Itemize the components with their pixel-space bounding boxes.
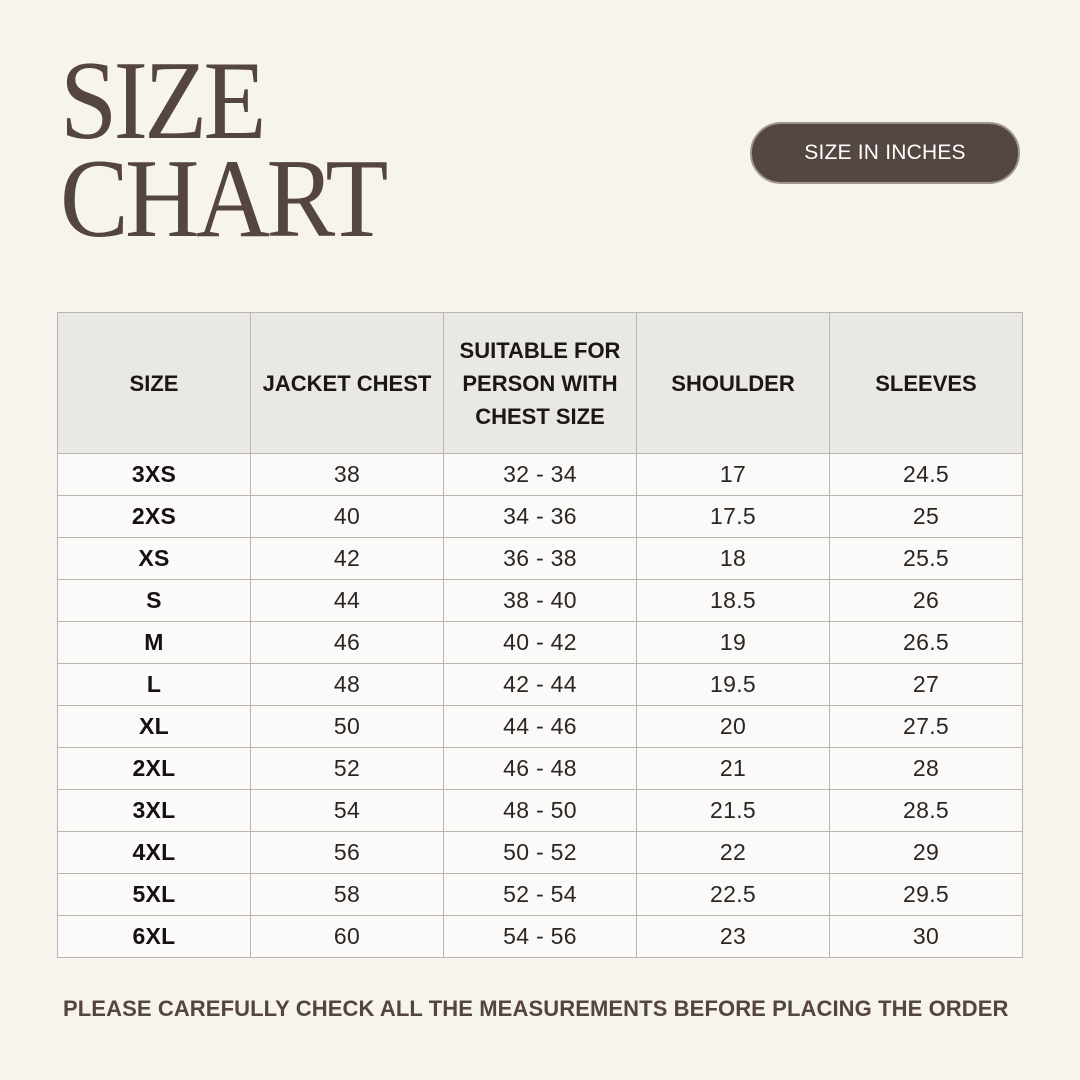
jacket-chest-cell: 44 [251,580,444,622]
table-body [58,454,1023,958]
table-row [58,664,1023,706]
table-row [58,874,1023,916]
size-cell: XL [58,706,251,748]
size-cell: 6XL [58,916,251,958]
footer-note: PLEASE CAREFULLY CHECK ALL THE MEASUREMENTS BEFORE PLACING THE ORDER [63,996,1009,1021]
table-row [58,916,1023,958]
table-row [58,706,1023,748]
page-title [60,39,385,261]
header-suitable-chest: SUITABLE FOR PERSON WITH CHEST SIZE [444,313,637,454]
table-row [58,622,1023,664]
shoulder-cell: 19.5 [637,664,830,706]
shoulder-cell: 22 [637,832,830,874]
shoulder-cell: 18.5 [637,580,830,622]
size-cell: 5XL [58,874,251,916]
shoulder-cell: 20 [637,706,830,748]
table-row [58,538,1023,580]
shoulder-cell: 17 [637,454,830,496]
suitable-chest-cell: 48 - 50 [444,790,637,832]
shoulder-cell: 19 [637,622,830,664]
header-size: SIZE [58,313,251,454]
suitable-chest-cell: 54 - 56 [444,916,637,958]
sleeves-cell: 25 [830,496,1023,538]
shoulder-cell: 23 [637,916,830,958]
size-cell: 2XS [58,496,251,538]
shoulder-cell: 21.5 [637,790,830,832]
header-sleeves: SLEEVES [830,313,1023,454]
jacket-chest-cell: 58 [251,874,444,916]
table-row [58,496,1023,538]
suitable-chest-cell: 46 - 48 [444,748,637,790]
shoulder-cell: 18 [637,538,830,580]
header-jacket-chest: JACKET CHEST [251,313,444,454]
size-chart-table [57,312,1023,958]
suitable-chest-cell: 38 - 40 [444,580,637,622]
size-cell: 2XL [58,748,251,790]
sleeves-cell: 28 [830,748,1023,790]
table-header [58,313,1023,454]
suitable-chest-cell: 50 - 52 [444,832,637,874]
size-cell: 4XL [58,832,251,874]
size-cell: 3XL [58,790,251,832]
suitable-chest-cell: 32 - 34 [444,454,637,496]
table-row [58,454,1023,496]
jacket-chest-cell: 50 [251,706,444,748]
shoulder-cell: 22.5 [637,874,830,916]
shoulder-cell: 21 [637,748,830,790]
size-cell: M [58,622,251,664]
sleeves-cell: 29 [830,832,1023,874]
jacket-chest-cell: 38 [251,454,444,496]
table-row [58,790,1023,832]
jacket-chest-cell: 40 [251,496,444,538]
table-row [58,580,1023,622]
sleeves-cell: 27.5 [830,706,1023,748]
size-cell: XS [58,538,251,580]
suitable-chest-cell: 42 - 44 [444,664,637,706]
table-row [58,748,1023,790]
jacket-chest-cell: 54 [251,790,444,832]
jacket-chest-cell: 56 [251,832,444,874]
sleeves-cell: 26.5 [830,622,1023,664]
suitable-chest-cell: 44 - 46 [444,706,637,748]
sleeves-cell: 25.5 [830,538,1023,580]
title-line-2: CHART [60,137,385,261]
sleeves-cell: 26 [830,580,1023,622]
sleeves-cell: 28.5 [830,790,1023,832]
sleeves-cell: 29.5 [830,874,1023,916]
sleeves-cell: 27 [830,664,1023,706]
sleeves-cell: 24.5 [830,454,1023,496]
suitable-chest-cell: 40 - 42 [444,622,637,664]
size-cell: S [58,580,251,622]
header-shoulder: SHOULDER [637,313,830,454]
suitable-chest-cell: 36 - 38 [444,538,637,580]
sleeves-cell: 30 [830,916,1023,958]
size-cell: L [58,664,251,706]
jacket-chest-cell: 60 [251,916,444,958]
unit-badge: SIZE IN INCHES [750,122,1020,184]
header-row [58,313,1023,454]
suitable-chest-cell: 34 - 36 [444,496,637,538]
shoulder-cell: 17.5 [637,496,830,538]
jacket-chest-cell: 52 [251,748,444,790]
jacket-chest-cell: 42 [251,538,444,580]
jacket-chest-cell: 48 [251,664,444,706]
size-cell: 3XS [58,454,251,496]
title-line-1: SIZE [60,39,263,163]
suitable-chest-cell: 52 - 54 [444,874,637,916]
jacket-chest-cell: 46 [251,622,444,664]
table-row [58,832,1023,874]
